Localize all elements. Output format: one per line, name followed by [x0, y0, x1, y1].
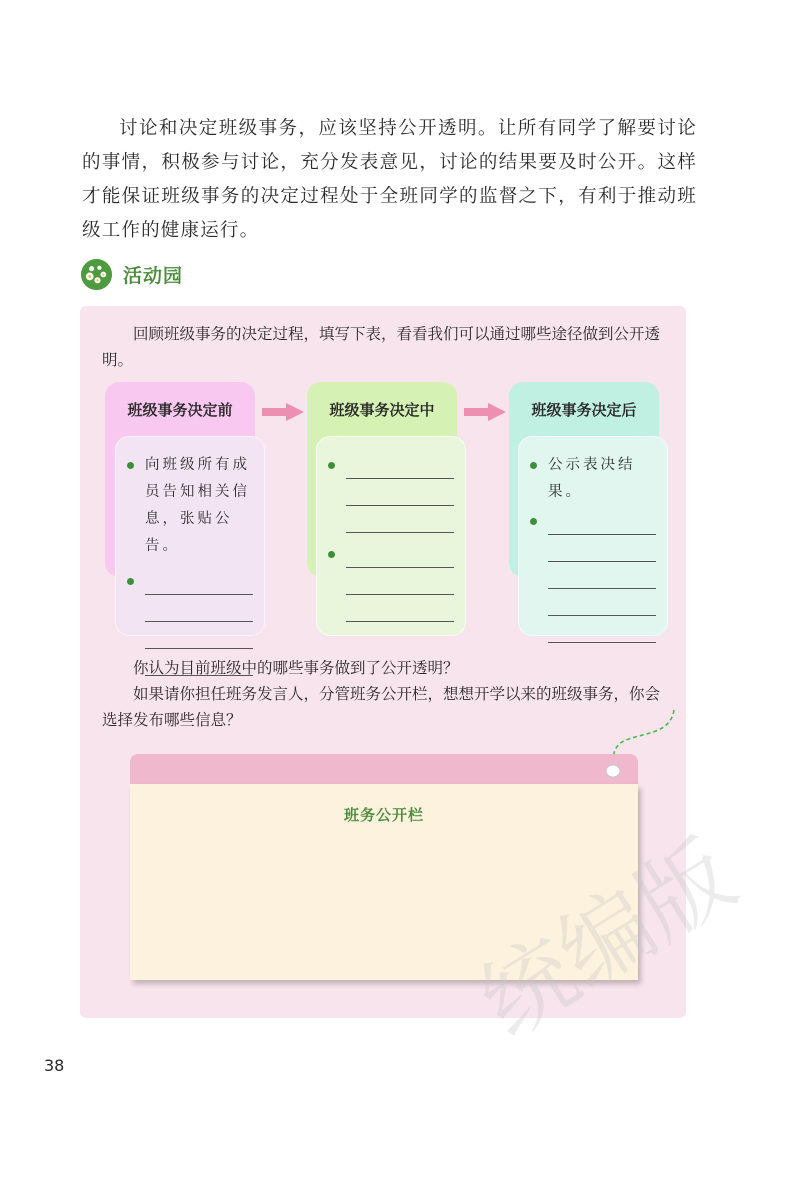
activity-garden-icon — [80, 258, 113, 291]
bullet-dot — [127, 462, 134, 469]
pin-hole-icon — [604, 762, 622, 780]
bullet-dot — [530, 518, 537, 525]
fill-in-item — [328, 452, 454, 533]
instruction-text: 回顾班级事务的决定过程，填写下表，看看我们可以通过哪些途径做到公开透明。 — [102, 325, 661, 369]
section-title: 活动园 — [123, 265, 184, 287]
example-item-before — [127, 452, 253, 560]
notice-board[interactable] — [130, 784, 638, 980]
answer-line[interactable] — [346, 479, 454, 506]
answer-line[interactable] — [548, 535, 656, 562]
page-number: 38 — [44, 1056, 65, 1075]
watermark: 统编版 — [461, 820, 753, 1058]
answer-line[interactable] — [346, 595, 454, 622]
bullet-dot — [530, 462, 537, 469]
answer-line[interactable] — [548, 508, 656, 535]
fill-in-item — [530, 508, 656, 643]
answer-line[interactable] — [346, 506, 454, 533]
section-header — [80, 258, 183, 291]
answer-line[interactable] — [346, 452, 454, 479]
bullet-dot — [127, 578, 134, 585]
question-2: 如果请你担任班务发言人，分管班务公开栏，想想开学以来的班级事务，你会选择发布哪些信息？ — [102, 685, 661, 729]
arrow-right-icon — [262, 403, 304, 421]
step-title-during: 班级事务决定中 — [329, 401, 435, 419]
step-card-during — [316, 436, 466, 636]
intro-text — [82, 112, 697, 248]
step-title-after: 班级事务决定后 — [531, 401, 637, 419]
answer-line[interactable] — [145, 595, 253, 622]
fill-in-item — [328, 541, 454, 622]
step-card-after — [518, 436, 668, 636]
activity-instruction — [102, 321, 672, 373]
step-title-before: 班级事务决定前 — [127, 401, 233, 419]
notice-board-title: 班务公开栏 — [343, 806, 424, 824]
answer-line[interactable] — [346, 568, 454, 595]
answer-line[interactable] — [145, 622, 253, 649]
example-text-after: 公示表决结果。 — [548, 457, 636, 500]
answer-line[interactable] — [548, 616, 656, 643]
example-item-after — [530, 452, 656, 506]
answer-line[interactable] — [346, 541, 454, 568]
board-header-tab — [130, 754, 638, 786]
question-1: 你认为目前班级中的哪些事务做到了公开透明？ — [133, 659, 459, 677]
example-text-before: 向班级所有成员告知相关信息，张贴公告。 — [145, 457, 250, 554]
answer-line[interactable] — [548, 589, 656, 616]
step-card-before — [115, 436, 265, 636]
bullet-dot — [328, 551, 335, 558]
answer-line[interactable] — [145, 568, 253, 595]
questions — [102, 655, 672, 733]
arrow-right-icon — [464, 403, 506, 421]
bullet-dot — [328, 462, 335, 469]
answer-line[interactable] — [548, 562, 656, 589]
intro-paragraph: 讨论和决定班级事务，应该坚持公开透明。让所有同学了解要讨论的事情，积极参与讨论，充分发表意见，讨论的结果要及时公开。这样才能保证班级事务的决定过程处于全班同学的监督之下，有利于推动班级工作的健康运行。 — [82, 118, 697, 241]
